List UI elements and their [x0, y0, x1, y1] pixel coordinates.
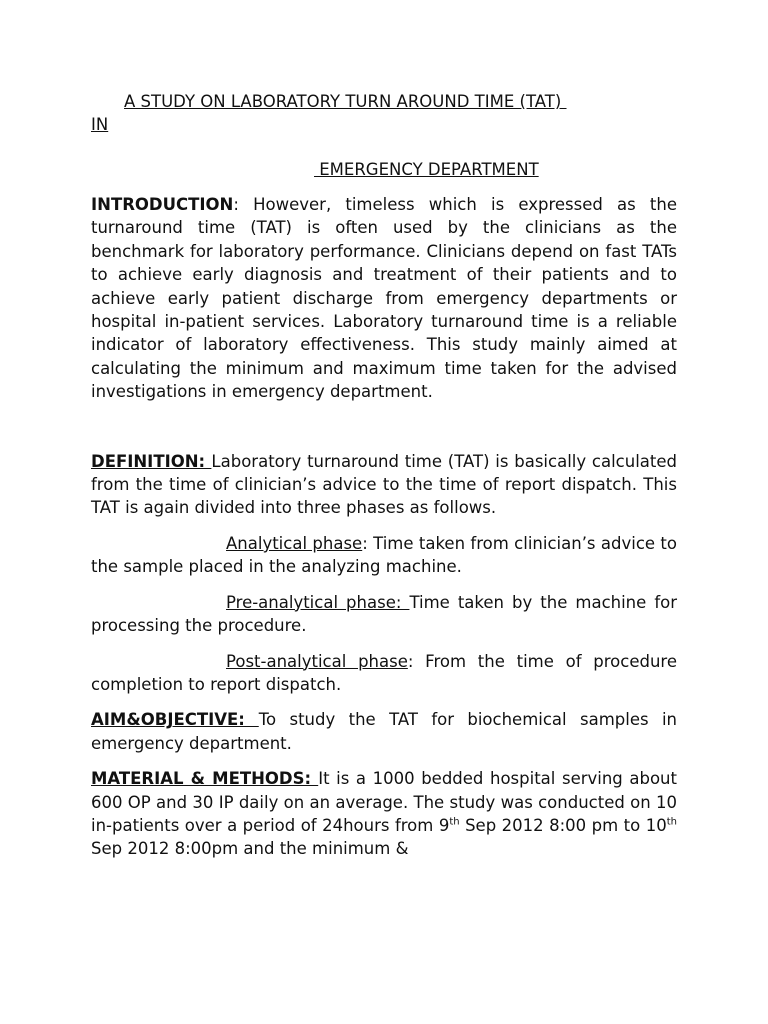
definition-text: Laboratory turnaround time (TAT) is basically calculated from the time of clinician’s advice to the time of report dispatch. This TAT is again divided into three phases as follows.: [91, 451, 677, 518]
materials-text-1: It is a 1000 bedded hospital serving about 600 OP and 30 IP daily on an average. The study was conducted on 10 in-patients over a period of 24hours from 9: [91, 769, 677, 835]
pre-analytical-phase-label: Pre-analytical phase:: [226, 592, 410, 612]
materials-paragraph: [91, 767, 677, 861]
post-analytical-phase-paragraph: [91, 650, 677, 697]
materials-text-2: Sep 2012 8:00 pm to 10: [459, 815, 667, 835]
analytical-phase-label: Analytical phase: [226, 533, 363, 553]
post-analytical-phase-label: Post-analytical phase: [226, 651, 408, 671]
definition-heading: DEFINITION:: [91, 451, 212, 471]
aim-paragraph: [91, 708, 677, 755]
pre-analytical-phase-text: Time taken by the machine for processing the procedure.: [91, 592, 678, 636]
materials-text-3: Sep 2012 8:00pm and the minimum &: [91, 839, 409, 859]
aim-heading: AIM&OBJECTIVE:: [91, 710, 259, 730]
pre-analytical-phase-paragraph: [91, 591, 677, 638]
aim-text: To study the TAT for biochemical samples in emergency department.: [91, 710, 677, 753]
superscript-th: th: [449, 816, 460, 828]
post-analytical-phase-text: : From the time of procedure completion to report dispatch.: [91, 651, 677, 694]
definition-paragraph: [91, 450, 677, 520]
superscript-th: th: [666, 816, 677, 828]
title-line-3: EMERGENCY DEPARTMENT: [314, 160, 539, 179]
analytical-phase-text: : Time taken from clinician’s advice to the sample placed in the analyzing machine.: [91, 533, 677, 577]
introduction-heading: INTRODUCTION: [91, 195, 234, 214]
analytical-phase-paragraph: [91, 532, 677, 579]
introduction-paragraph: [91, 193, 677, 404]
title-line-1: A STUDY ON LABORATORY TURN AROUND TIME (TAT): [124, 92, 567, 111]
introduction-text: : However, timeless which is expressed as the turnaround time (TAT) is often used by the clinicians as the benchmark for laboratory performance. Clinicians depend on fast TATs to achieve early diagnosis and treatment of their patients and to achieve early patient discharge from emergency departments or hospital in-patient services. Laboratory turnaround time is a reliable indicator of laboratory effectiveness. This study mainly aimed at calculating the minimum and maximum time taken for the advised investigations in emergency department.: [91, 195, 677, 402]
materials-heading: MATERIAL & METHODS:: [91, 769, 319, 789]
title-line-2: IN: [91, 115, 109, 134]
